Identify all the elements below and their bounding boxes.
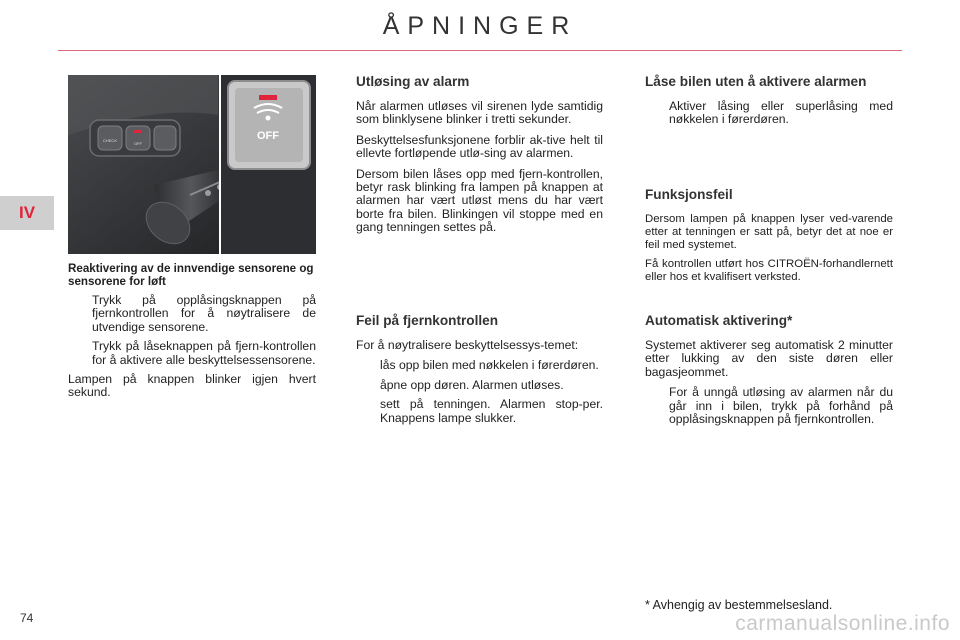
list-item (645, 100, 893, 127)
lock-without-alarm-section (645, 74, 893, 133)
svg-text:OFF: OFF (134, 141, 142, 146)
footnote: * Avhengig av bestemmelsesland. (645, 598, 833, 612)
bullet-text: Aktiver låsing eller superlåsing med nøkkelen i førerdøren. (669, 99, 893, 127)
left-column (68, 262, 316, 407)
page-number: 74 (20, 611, 34, 625)
bullet-text: Trykk på opplåsingsknappen på fjernkontrollen for å nøytralisere de utvendige sensorene. (92, 293, 316, 334)
hand-pointer-icon (356, 398, 380, 425)
remote-fault-section (356, 313, 603, 431)
hand-pointer-icon (356, 379, 380, 392)
paragraph: Dersom bilen låses opp med fjern-kontrollen, betyr rask blinking fra lampen på knappen at alarmen har vært utløst mens du har vært borte fra bilen. Blinkingen vil stoppe med en gang tenningen settes på. (356, 166, 603, 235)
list-item (356, 359, 603, 372)
auto-activation-section (645, 313, 893, 432)
bullet-text: åpne opp døren. Alarmen utløses. (380, 377, 564, 392)
watermark: carmanualsonline.info (735, 612, 950, 635)
list-item (68, 294, 316, 334)
dashboard-illustration (68, 75, 316, 254)
bullet-text: sett på tenningen. Alarmen stop-per. Knappens lampe slukker. (380, 397, 603, 425)
auto-activation-heading: Automatisk aktivering* (645, 313, 793, 328)
remote-intro: For å nøytralisere beskyttelsessys-temet: (356, 338, 579, 352)
paragraph: Få kontrollen utført hos CITROËN-forhandlernett eller hos et kvalifisert verksted. (645, 258, 893, 284)
bullet-text: lås opp bilen med nøkkelen i førerdøren. (380, 358, 599, 373)
svg-text:CHECK: CHECK (102, 138, 118, 143)
list-item (356, 398, 603, 425)
fault-section (645, 187, 893, 291)
fault-heading: Funksjonsfeil (645, 187, 733, 202)
hand-pointer-icon (68, 294, 92, 334)
alarm-trigger-heading: Utløsing av alarm (356, 74, 470, 89)
hand-pointer-icon (645, 386, 669, 426)
list-item (356, 379, 603, 392)
lock-heading: Låse bilen uten å aktivere alarmen (645, 74, 867, 89)
paragraph: Beskyttelsesfunksjonene forblir ak-tive helt til ellevte fortløpende utlø-sing av alarmen. (356, 132, 603, 161)
list-item (68, 340, 316, 367)
chapter-tab: IV (0, 196, 54, 230)
hand-pointer-icon (68, 340, 92, 367)
list-item (645, 386, 893, 426)
paragraph: Når alarmen utløses vil sirenen lyde samtidig som blinklysene blinker i tretti sekunder. (356, 99, 603, 127)
alarm-button-photo (68, 75, 316, 254)
reactivation-heading: Reaktivering av de innvendige sensorene og sensorene for løft (68, 262, 314, 288)
page-title: ÅPNINGER (382, 12, 578, 40)
paragraph: Dersom lampen på knappen lyser ved-varende etter at tenningen er satt på, betyr det at noe er feil med systemet. (645, 213, 893, 251)
blink-note: Lampen på knappen blinker igjen hvert sekund. (68, 372, 316, 400)
bullet-text: For å unngå utløsing av alarmen når du går inn i bilen, trykk på forhånd på opplåsingsknappen på fjernkontrollen. (669, 385, 893, 427)
paragraph: Systemet aktiverer seg automatisk 2 minutter etter lukking av den siste døren eller bagasjeommet. (645, 338, 893, 379)
hand-pointer-icon (356, 359, 380, 372)
middle-column (356, 74, 603, 242)
title-divider (58, 50, 902, 51)
off-label: OFF (257, 130, 279, 142)
bullet-text: Trykk på låseknappen på fjern-kontrollen for å aktivere alle beskyttelsessensorene. (92, 339, 316, 367)
remote-fault-heading: Feil på fjernkontrollen (356, 313, 498, 328)
hand-pointer-icon (645, 100, 669, 127)
